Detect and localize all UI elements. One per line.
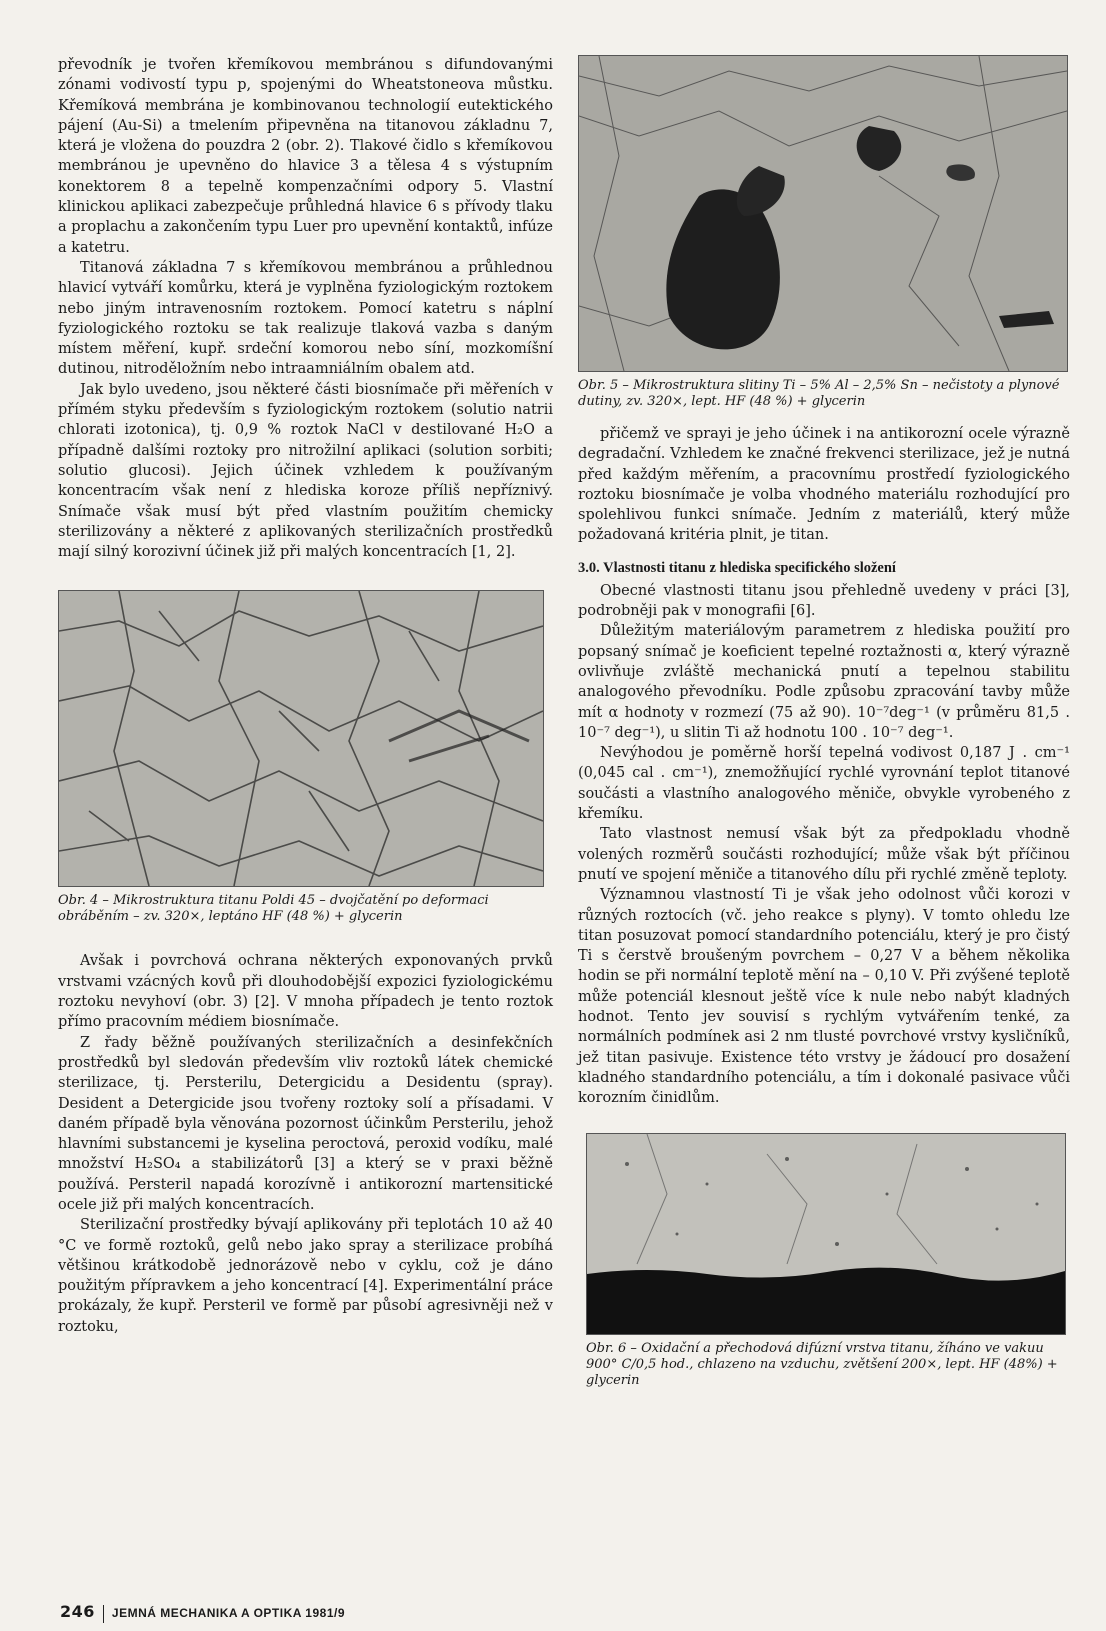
- figure-4-caption: Obr. 4 – Mikrostruktura titanu Poldi 45 – dvojčatění po deformaci obráběním – zv. 320×, leptáno HF (48 %) + glycerin: [58, 893, 489, 925]
- paragraph: Významnou vlastností Ti je však jeho odolnost vůči korozi v různých roztocích (vč. jeho reakce s plyny). V tomto ohledu lze titan posuzovat pomocí standardního potenciálu, který je pro čistý Ti s čerstvě broušeným povrchem – 0,27 V a během několika hodin se při normální teplotě mění na – 0,10 V. Při zvýšené teplotě může potenciál klesnout ještě více k nule nebo nabýt kladných hodnot. Tento jev souvisí s rychlým vytvářením tenké, za normálních podmínek asi 2 nm tlusté povrchové vrstvy kysličníků, jež titan pasivuje. Existence této vrstvy je žádoucí pro dosažení kladného standardního potenciálu, a tím i dokonalé pasivace vůči korozním činidlům.: [578, 887, 1070, 1107]
- left-column: [58, 55, 553, 1337]
- paragraph: převodník je tvořen křemíkovou membránou s difundovanými zónami vodivostí typu p, spojenými do Wheatstoneova můstku. Křemíková membrána je kombinovanou technologií eutektického pájení (Au-Si) a tmelením připevněna na titanovou základnu 7, která je vložena do pouzdra 2 (obr. 2). Tlakové čidlo s křemíkovou membránou je upevněno do hlavice 3 a tělesa 4 s výstupním konektorem 8 a tepelně kompenzačními odpory 5. Vlastní klinickou aplikaci zabezpečuje průhledná hlavice 6 s přívody tlaku a proplachu a zakončením typu Luer pro upevnění kontaktů, infúze a katetru.: [58, 57, 553, 256]
- page-footer: [60, 1602, 345, 1623]
- figure-6-caption: Obr. 6 – Oxidační a přechodová difúzní vrstva titanu, žíháno ve vakuu 900° C/0,5 hod., chlazeno na vzduchu, zvětšení 200×, lept. HF (48%) + glycerin: [586, 1340, 1058, 1388]
- section-heading: 3.0. Vlastnosti titanu z hlediska specifického složení: [578, 559, 896, 576]
- figure-6-micrograph: [586, 1133, 1066, 1335]
- figure-4-micrograph: [58, 590, 544, 887]
- paragraph: Z řady běžně používaných sterilizačních a desinfekčních prostředků byl sledován především vliv roztoků látek chemické sterilizace, tj. Persterilu, Detergicidu a Desidentu (spray). Desident a Detergicide jsou tvořeny roztoky solí a přísadami. V daném případě byla věnována pozornost účinkům Persterilu, jehož hlavními substancemi je kyselina peroctová, peroxid vodíku, malé množství H₂SO₄ a stabilizátorů [3] a který se v praxi běžně používá. Persteril napadá korozívně i antikorozní martensitické ocele již při malých koncentracích.: [58, 1034, 553, 1213]
- paragraph: Nevýhodou je poměrně horší tepelná vodivost 0,187 J . cm⁻¹ (0,045 cal . cm⁻¹), znemožňující rychlé vyrovnání teplot titanové součásti a vlastního analogového měniče, obvykle vyrobeného z křemíku.: [578, 745, 1070, 823]
- paragraph: Sterilizační prostředky bývají aplikovány při teplotách 10 až 40 °C ve formě roztoků, gelů nebo jako spray a sterilizace probíhá většinou krátkodobě jednorázově nebo v cyklu, což je dáno použitým přípravkem a jeho koncentrací [4]. Experimentální práce prokázaly, že kupř. Persteril ve formě par působí agresivněji než v roztoku,: [58, 1217, 553, 1335]
- page-number: 246: [60, 1602, 95, 1621]
- paragraph: přičemž ve sprayi je jeho účinek i na antikorozní ocele výrazně degradační. Vzhledem ke značné frekvenci sterilizace, jež je nutná před každým měřením, a pracovnímu prostředí fyziologického roztoku biosnímače je volba vhodného materiálu rozhodující pro spolehlivou funkci snímače. Jedním z materiálů, který může požadovaná kritéria plnit, je titan.: [578, 426, 1070, 544]
- paragraph: Titanová základna 7 s křemíkovou membránou a průhlednou hlavicí vytváří komůrku, která je vyplněna fyziologickým roztokem nebo jiným intravenosním roztokem. Pomocí katetru s náplní fyziologického roztoku se tak realizuje tlaková vazba s daným místem měření, kupř. srdeční komorou nebo síní, mozkomíšní dutinou, nitroděložním nebo intraamniálním obalem atd.: [58, 259, 553, 378]
- journal-name: JEMNÁ MECHANIKA A OPTIKA 1981/9: [111, 1606, 345, 1620]
- paragraph: Obecné vlastnosti titanu jsou přehledně uvedeny v práci [3], podrobněji pak v monografii [6].: [578, 582, 1070, 620]
- paragraph: Tato vlastnost nemusí však být za předpokladu vhodně volených rozměrů součásti rozhodující; může však být příčinou pnutí ve spojení měniče a titanového dílu při rychlé změně teploty.: [578, 826, 1070, 883]
- footer-divider: [103, 1605, 104, 1623]
- figure-5-caption: Obr. 5 – Mikrostruktura slitiny Ti – 5% Al – 2,5% Sn – nečistoty a plynové dutiny, zv. 320×, lept. HF (48 %) + glycerin: [578, 378, 1060, 409]
- paragraph: Jak bylo uvedeno, jsou některé části biosnímače při měřeních v přímém styku především s fyziologickým roztokem (solutio natrii chlorati izotonica), tj. 0,9 % roztok NaCl v destilované H₂O a případně dalšími roztoky pro nitrožilní aplikaci (solution sorbiti; solutio glucosi). Jejich účinek vzhledem k používaným koncentracím však není z hlediska koroze příliš nepříznivý. Snímače však musí být před vlastním použitím chemicky sterilizovány a některé z aplikovaných sterilizačních prostředků mají silný korozivní účinek již při malých koncentracích [1, 2].: [58, 381, 553, 561]
- paragraph: Avšak i povrchová ochrana některých exponovaných prvků vrstvami vzácných kovů při dlouhodobější expozici fyziologickému roztoku nevyhoví (obr. 3) [2]. V mnoha případech je tento roztok přímo pracovním médiem biosnímače.: [58, 953, 553, 1031]
- paragraph: Důležitým materiálovým parametrem z hlediska použití pro popsaný snímač je koeficient tepelné roztažnosti α, který výrazně ovlivňuje zvláště mechanická pnutí a tepelnou stabilitu analogového převodníku. Podle způsobu zpracování tavby může mít α hodnoty v rozmezí (75 až 90). 10⁻⁷deg⁻¹ (v průměru 81,5 . 10⁻⁷ deg⁻¹), u slitin Ti až hodnotu 100 . 10⁻⁷ deg⁻¹.: [578, 623, 1070, 741]
- right-column: [578, 55, 1070, 1389]
- figure-5-micrograph: [578, 55, 1068, 372]
